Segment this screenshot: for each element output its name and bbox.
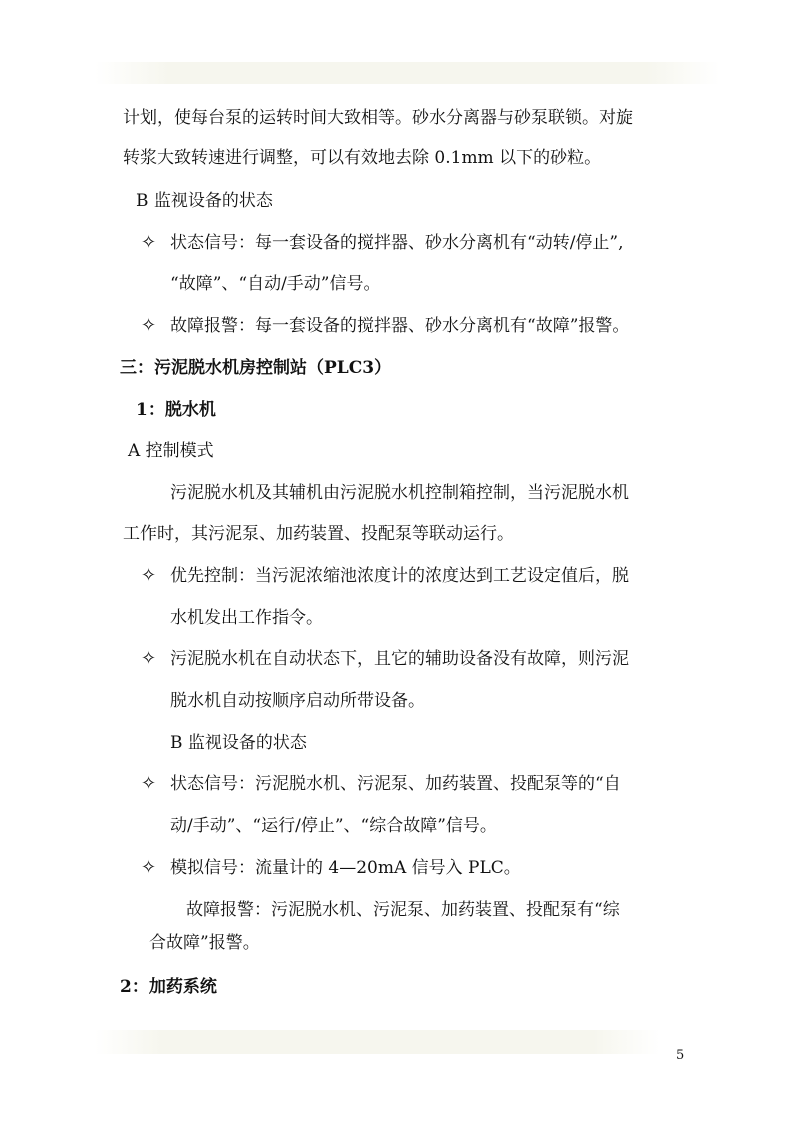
diamond-bullet-icon: ✧	[141, 232, 157, 253]
bullet-text: 优先控制：当污泥浓缩池浓度计的浓度达到工艺设定值后，脱	[170, 566, 629, 586]
bullet-text-continuation: 水机发出工作指令。	[170, 608, 323, 628]
paragraph-line: 工作时，其污泥泵、加药装置、投配泵等联动运行。	[123, 524, 514, 544]
bullet-text-continuation: “故障”、“自动/手动”信号。	[170, 274, 381, 294]
bullet-text-continuation: 动/手动”、“运行/停止”、“综合故障”信号。	[170, 816, 497, 836]
subsection-heading: 2：加药系统	[120, 977, 217, 997]
bullet-text: 故障报警：每一套设备的搅拌器、砂水分离机有“故障”报警。	[170, 316, 630, 336]
paragraph-line: 污泥脱水机及其辅机由污泥脱水机控制箱控制，当污泥脱水机	[170, 483, 629, 503]
paragraph-line: 合故障”报警。	[149, 933, 260, 953]
bullet-text: 模拟信号：流量计的 4—20mA 信号入 PLC。	[170, 858, 521, 878]
diamond-bullet-icon: ✧	[141, 773, 157, 794]
diamond-bullet-icon: ✧	[141, 565, 157, 586]
page-number: 5	[676, 1048, 685, 1063]
footer-band	[95, 1030, 660, 1054]
bullet-text-continuation: 脱水机自动按顺序启动所带设备。	[170, 691, 425, 711]
paragraph-line: 转浆大致转速进行调整，可以有效地去除 0.1mm 以下的砂粒。	[123, 148, 602, 168]
paragraph-line: 故障报警：污泥脱水机、污泥泵、加药装置、投配泵有“综	[186, 900, 620, 920]
paragraph-line: 计划，使每台泵的运转时间大致相等。砂水分离器与砂泵联锁。对旋	[123, 108, 633, 128]
bullet-text: 污泥脱水机在自动状态下，且它的辅助设备没有故障，则污泥	[170, 649, 629, 669]
subsection-label: B 监视设备的状态	[170, 733, 307, 753]
diamond-bullet-icon: ✧	[141, 648, 157, 669]
diamond-bullet-icon: ✧	[141, 857, 157, 878]
header-band	[95, 62, 720, 84]
diamond-bullet-icon: ✧	[141, 315, 157, 336]
subsection-label: A 控制模式	[128, 441, 214, 461]
subsection-label: B 监视设备的状态	[136, 191, 273, 211]
subsection-heading: 1：脱水机	[136, 400, 216, 420]
section-heading: 三：污泥脱水机房控制站（PLC3）	[120, 358, 392, 378]
bullet-text: 状态信号：每一套设备的搅拌器、砂水分离机有“动转/停止”,	[170, 233, 624, 253]
bullet-text: 状态信号：污泥脱水机、污泥泵、加药装置、投配泵等的“自	[170, 774, 621, 794]
